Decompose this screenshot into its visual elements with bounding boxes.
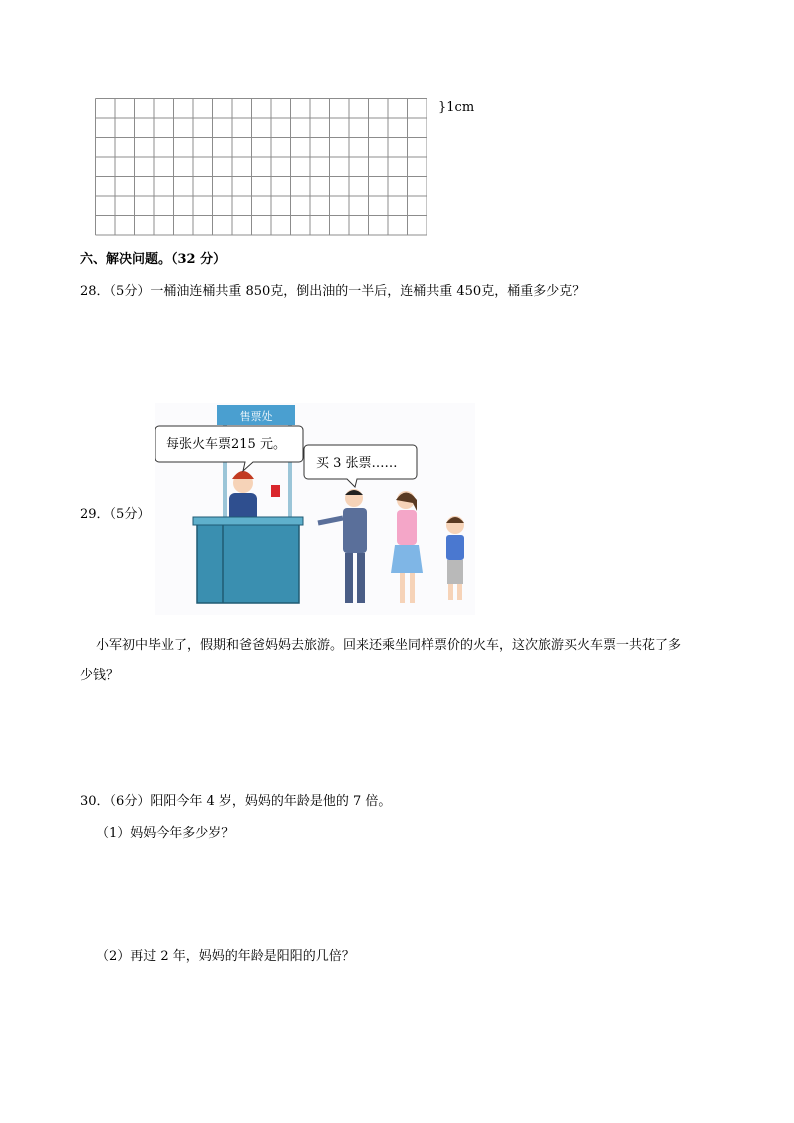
boy-shirt: [446, 535, 464, 560]
seller-speech-text: 每张火车票215 元。: [166, 437, 286, 452]
unit-brace-label: [438, 100, 474, 115]
unit-label-text: 1cm: [446, 100, 475, 115]
section-title: 六、解决问题。（32 分）: [80, 252, 227, 267]
ticket-booth-illustration: [155, 403, 475, 615]
mother-top: [397, 510, 417, 545]
question-29-label: 29．（5分）: [80, 507, 151, 522]
illustration-svg: [155, 403, 475, 615]
grid-lines: [95, 98, 427, 236]
question-28: 28．（5分）一桶油连桶共重 850克，倒出油的一半后，连桶共重 450克，桶重多少克？: [80, 284, 586, 299]
question-30: 30．（6分）阳阳今年 4 岁，妈妈的年龄是他的 7 倍。: [80, 794, 392, 809]
square-grid: [95, 98, 427, 236]
father-body: [343, 508, 367, 553]
question-29-text-line1: 小军初中毕业了，假期和爸爸妈妈去旅游。回来还乘坐同样票价的火车，这次旅游买火车票一共花了多: [96, 638, 682, 653]
mother-skirt: [391, 545, 423, 573]
question-30-sub1: （1）妈妈今年多少岁？: [96, 826, 235, 841]
brace-icon: }: [438, 100, 447, 115]
question-29-text-line2: 少钱？: [80, 668, 120, 683]
ticket-icon: [271, 485, 280, 497]
question-30-sub2: （2）再过 2 年，妈妈的年龄是阳阳的几倍？: [96, 949, 355, 964]
booth-counter: [197, 523, 299, 603]
booth-sign-text: 售票处: [239, 411, 273, 423]
father-speech-text: 买 3 张票……: [316, 456, 398, 471]
